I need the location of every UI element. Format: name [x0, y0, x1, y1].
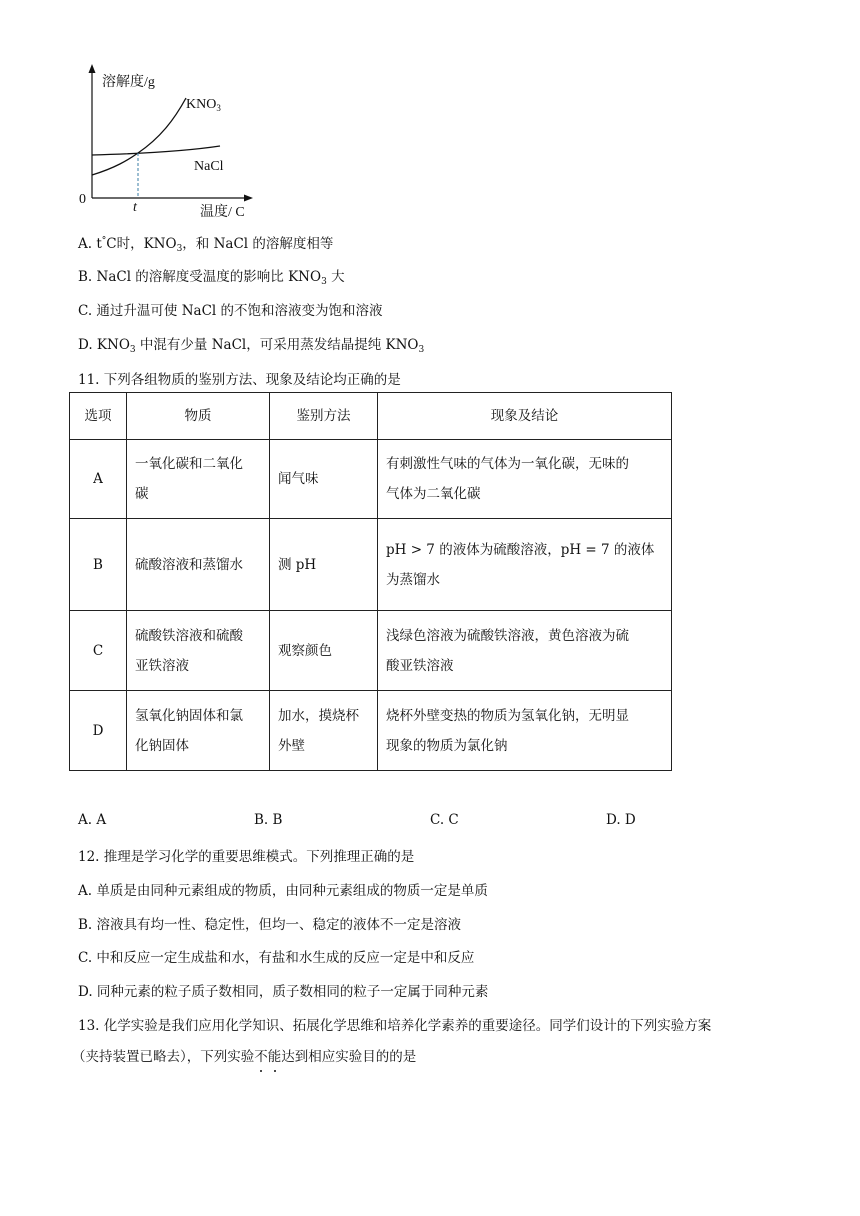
nacl-curve: [92, 146, 220, 155]
q10-option-a: A. t°C时，$KNO_3$，和 NaCl 的溶解度相等: [78, 236, 334, 254]
table-row: [70, 519, 672, 611]
row-substance: 硫酸溶液和蒸馏水: [127, 519, 270, 611]
kno3-curve: [92, 98, 186, 175]
header-substance: 物质: [127, 393, 270, 440]
table-header-row: [70, 393, 672, 440]
row-result: 烧杯外壁变热的物质为氢氧化钠，无明显 现象的物质为氯化钠: [378, 691, 672, 771]
row-substance: 氢氧化钠固体和氯 化钠固体: [127, 691, 270, 771]
q11-option-d: D. D: [606, 812, 636, 828]
origin-label: 0: [79, 192, 86, 207]
table-row: [70, 611, 672, 691]
t-label: t: [133, 200, 137, 215]
table-row: [70, 440, 672, 519]
emphasis-dot-neng: 能: [267, 1049, 282, 1065]
row-option: C: [70, 611, 127, 691]
emphasis-dot-bu: 不: [254, 1049, 268, 1065]
header-method: 鉴别方法: [270, 393, 378, 440]
x-axis-arrow: [244, 195, 253, 202]
row-method: 闻气味: [270, 440, 378, 519]
row-result: pH > 7 的液体为硫酸溶液，pH = 7 的液体 为蒸馏水: [378, 519, 672, 611]
kno3-label: $KNO_3$: [186, 97, 221, 113]
row-result: 有刺激性气味的气体为一氧化碳，无味的 气体为二氧化碳: [378, 440, 672, 519]
q12-stem: 12. 推理是学习化学的重要思维模式。下列推理正确的是: [78, 849, 415, 865]
row-substance: 一氧化碳和二氧化 碳: [127, 440, 270, 519]
header-result: 现象及结论: [378, 393, 672, 440]
row-option: A: [70, 440, 127, 519]
x-axis-label: 温度/ C: [200, 205, 245, 220]
row-result: 浅绿色溶液为硫酸铁溶液，黄色溶液为硫 酸亚铁溶液: [378, 611, 672, 691]
q11-option-c: C. C: [430, 812, 459, 828]
q10-option-b: B. NaCl 的溶解度受温度的影响比 $KNO_3$ 大: [78, 269, 345, 287]
row-substance: 硫酸铁溶液和硫酸 亚铁溶液: [127, 611, 270, 691]
header-option: 选项: [70, 393, 127, 440]
q12-option-c: C. 中和反应一定生成盐和水，有盐和水生成的反应一定是中和反应: [78, 950, 475, 966]
q10-option-c: C. 通过升温可使 NaCl 的不饱和溶液变为饱和溶液: [78, 303, 383, 319]
q11-option-a: A. A: [78, 812, 107, 828]
q13-stem-line1: 13. 化学实验是我们应用化学知识、拓展化学思维和培养化学素养的重要途径。同学们设计的下列实验方案: [78, 1018, 712, 1034]
table-row: [70, 691, 672, 771]
row-option: D: [70, 691, 127, 771]
row-method: 加水，摸烧杯 外壁: [270, 691, 378, 771]
row-method: 观察颜色: [270, 611, 378, 691]
q10-option-d: D. $KNO_3$ 中混有少量 NaCl，可采用蒸发结晶提纯 $KNO_3$: [78, 337, 425, 355]
q12-option-d: D. 同种元素的粒子质子数相同，质子数相同的粒子一定属于同种元素: [78, 984, 489, 1000]
q11-stem: 11. 下列各组物质的鉴别方法、现象及结论均正确的是: [78, 372, 401, 388]
q11-option-b: B. B: [254, 812, 283, 828]
q12-option-a: A. 单质是由同种元素组成的物质，由同种元素组成的物质一定是单质: [78, 883, 488, 899]
y-axis-arrow: [89, 64, 96, 73]
q12-option-b: B. 溶液具有均一性、稳定性，但均一、稳定的液体不一定是溶液: [78, 917, 462, 933]
q11-table: [69, 392, 672, 771]
row-option: B: [70, 519, 127, 611]
nacl-label: NaCl: [194, 159, 224, 174]
row-method: 测 pH: [270, 519, 378, 611]
q13-stem-line2: （夹持装置已略去），下列实验不能达到相应实验目的的是: [72, 1049, 417, 1065]
y-axis-label: 溶解度/g: [102, 75, 155, 90]
solubility-graph: [70, 60, 270, 225]
